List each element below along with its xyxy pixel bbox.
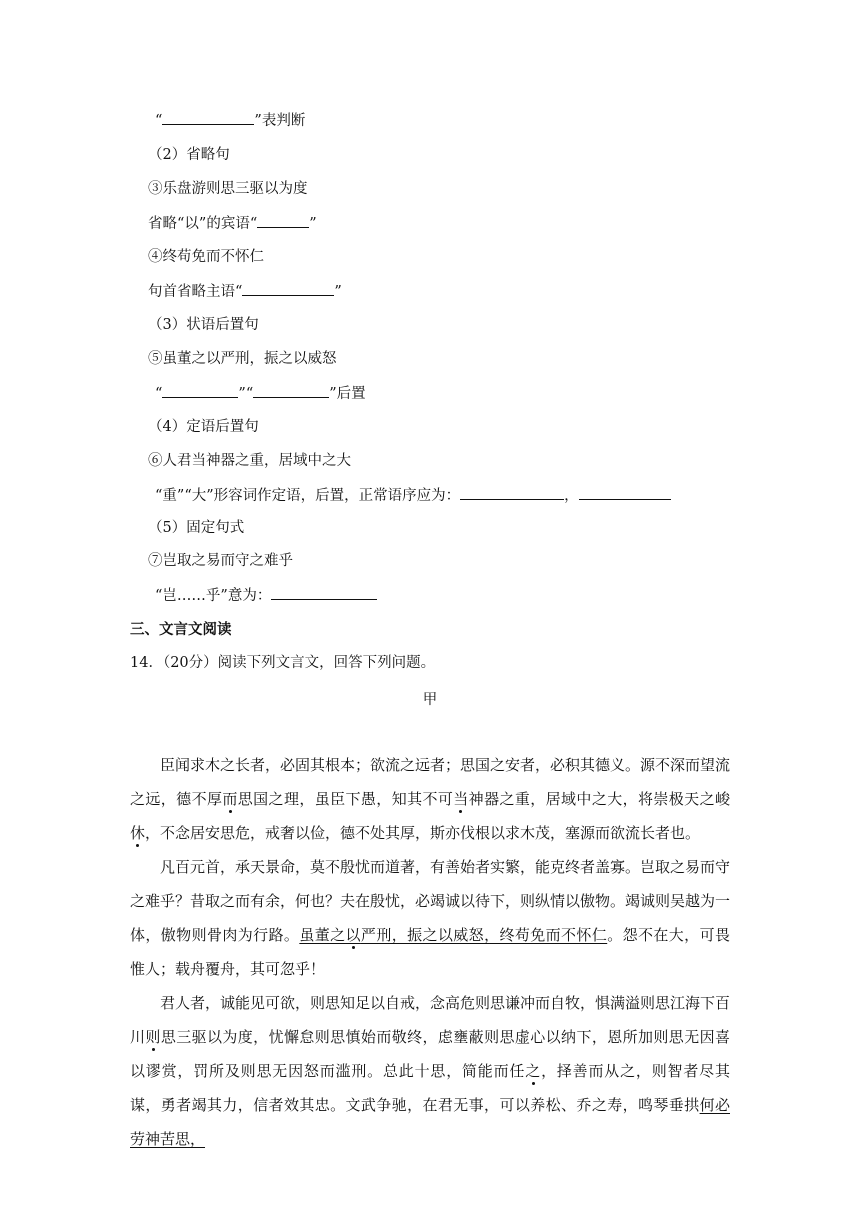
note-line: “重”“大”形容词作定语，后置，正常语序应为： ， bbox=[155, 485, 671, 506]
answer-blank[interactable] bbox=[242, 281, 334, 296]
section-heading: （4）定语后置句 bbox=[148, 419, 259, 435]
note-line: 省略“以”的宾语“ ” bbox=[148, 213, 317, 234]
section-heading: （3）状语后置句 bbox=[148, 317, 259, 333]
answer-blank[interactable] bbox=[460, 485, 564, 500]
answer-blank[interactable] bbox=[257, 213, 309, 228]
answer-blank[interactable] bbox=[162, 383, 238, 398]
example-sentence: ⑦岂取之易而守之难乎 bbox=[148, 553, 293, 569]
question-stem: 14．（20分）阅读下列文言文，回答下列问题。 bbox=[130, 655, 436, 671]
section-heading: （2）省略句 bbox=[148, 147, 230, 163]
note-line: 句首省略主语“ ” bbox=[148, 281, 342, 302]
example-sentence: ⑤虽董之以严刑，振之以威怒 bbox=[148, 351, 337, 367]
passage-paragraph-1: 臣闻求木之长者，必固其根本；欲流之远者；思国之安者，必积其德义。源不深而望流之远，德不厚而思国之理，虽臣下愚，知其不可当神器之重，居域中之大，将崇极天之峻休，不念居安思危，戒奢以俭，德不处其厚，斯亦伐根以求木茂，塞源而欲流长者也。 bbox=[130, 756, 731, 842]
passage-paragraph-3: 君人者，诚能见可欲，则思知足以自戒，念高危则思谦冲而自牧，惧满溢则思江海下百川则思三驱以为度，忧懈怠则思慎始而敬终，虑壅蔽则思虚心以纳下，恩所加则思无因喜以谬赏，罚所及则思无因怒而滥刑。总此十思，简能而任之，择善而从之，则智者尽其谋，勇者竭其力，信者效其忠。文武争驰，在君无事，可以养松、乔之寿，鸣琴垂拱何必劳神苦思， bbox=[130, 994, 731, 1148]
answer-blank[interactable] bbox=[579, 485, 671, 500]
section-heading: （5）固定句式 bbox=[148, 520, 245, 536]
answer-blank[interactable] bbox=[162, 110, 254, 125]
answer-blank[interactable] bbox=[253, 383, 329, 398]
q1-tail-line: “ ”表判断 bbox=[155, 110, 305, 131]
example-sentence: ⑥人君当神器之重，居域中之大 bbox=[148, 453, 351, 469]
note-line: “岂……乎”意为： bbox=[155, 585, 377, 606]
section-title: 三、文言文阅读 bbox=[130, 622, 232, 638]
answer-blank[interactable] bbox=[271, 585, 377, 600]
example-sentence: ③乐盘游则思三驱以为度 bbox=[148, 181, 308, 197]
example-sentence: ④终苟免而不怀仁 bbox=[148, 249, 264, 265]
note-line: “ ”“ ”后置 bbox=[155, 383, 366, 404]
passage-paragraph-2: 凡百元首，承天景命，莫不殷忧而道著，有善始者实繁，能克终者盖寡。岂取之易而守之难乎？昔取之而有余，何也？夫在殷忧，必竭诚以待下，则纵情以傲物。竭诚则吴越为一体，傲物则骨肉为行路。虽董之以严刑，振之以威怒，终苟免而不怀仁。怨不在大，可畏惟人；载舟覆舟，其可忽乎！ bbox=[130, 858, 731, 978]
passage-label: 甲 bbox=[422, 692, 438, 708]
